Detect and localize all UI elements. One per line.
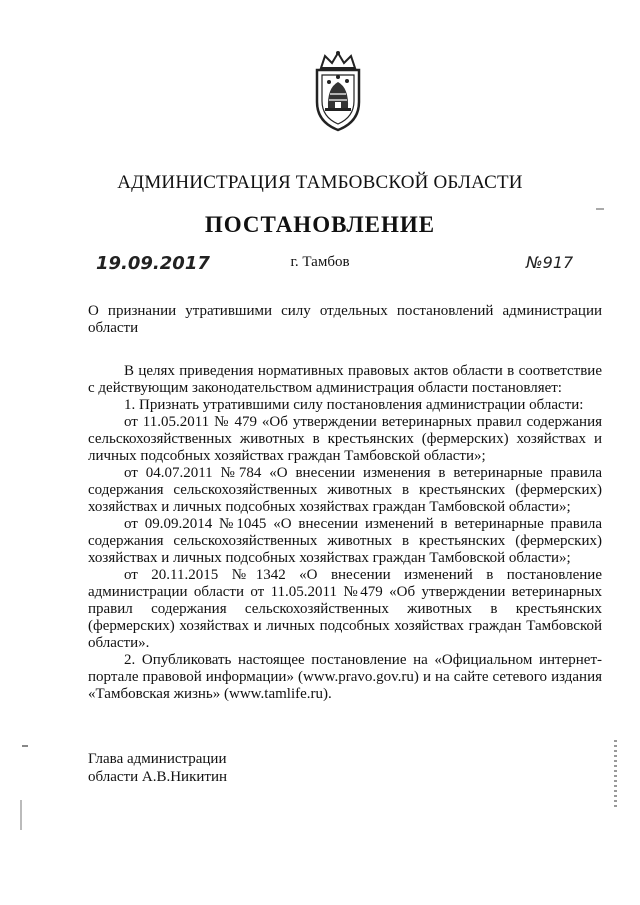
document-number: №917 — [526, 253, 574, 272]
list-item: от 20.11.2015 №1342 «О внесении изменений в постановление администрации области от 11.05.2011 №479 «Об утверждении ветеринарных правил содержания сельскохозяйственных животных в крестьянских (фермерских) хозяйствах и личных подсобных хозяйствах граждан Тамбовской области». — [88, 567, 602, 651]
list-item: от 09.09.2014 №1045 «О внесении изменений в ветеринарные правила содержания сельскохозяйственных животных в крестьянских (фермерских) хозяйствах и личных подсобных хозяйствах граждан Тамбовской области»; — [88, 516, 602, 566]
scan-mark — [22, 745, 28, 747]
item-2: 2. Опубликовать настоящее постановление на «Официальном интернет-портале правовой информации» (www.pravo.gov.ru) и на сайте сетевого издания «Тамбовская жизнь» (www.tamlife.ru). — [88, 652, 602, 702]
item-1-title: 1. Признать утратившими силу постановления администрации области: — [124, 397, 584, 413]
signature-line-1: Глава администрации — [88, 751, 227, 767]
list-item: от 11.05.2011 № 479 «Об утверждении ветеринарных правил содержания сельскохозяйственных животных в крестьянских (фермерских) хозяйствах и личных подсобных хозяйствах граждан Тамбовской области»; — [88, 414, 602, 464]
coat-of-arms-icon — [295, 48, 381, 134]
preamble: В целях приведения нормативных правовых актов области в соответствие с действующим законодательством администрация области постановляет: — [88, 363, 602, 396]
list-item: от 04.07.2011 №784 «О внесении изменения в ветеринарные правила содержания сельскохозяйственных животных в крестьянских (фермерских) хозяйствах и личных подсобных хозяйствах граждан Тамбовской области»; — [88, 465, 602, 515]
organization-title: АДМИНИСТРАЦИЯ ТАМБОВСКОЙ ОБЛАСТИ — [117, 172, 523, 193]
document-type: ПОСТАНОВЛЕНИЕ — [204, 212, 436, 237]
document-city: г. Тамбов — [290, 254, 350, 270]
signature-block — [88, 750, 227, 786]
signature-line-2: области А.В.Никитин — [88, 769, 228, 785]
scan-mark — [596, 208, 604, 210]
document-body — [88, 363, 602, 703]
document-subject: О признании утратившими силу отдельных постановлений администрации области — [88, 303, 602, 336]
scan-mark — [614, 740, 617, 810]
document-date: 19.09.2017 — [96, 253, 210, 274]
scan-mark — [20, 800, 22, 830]
